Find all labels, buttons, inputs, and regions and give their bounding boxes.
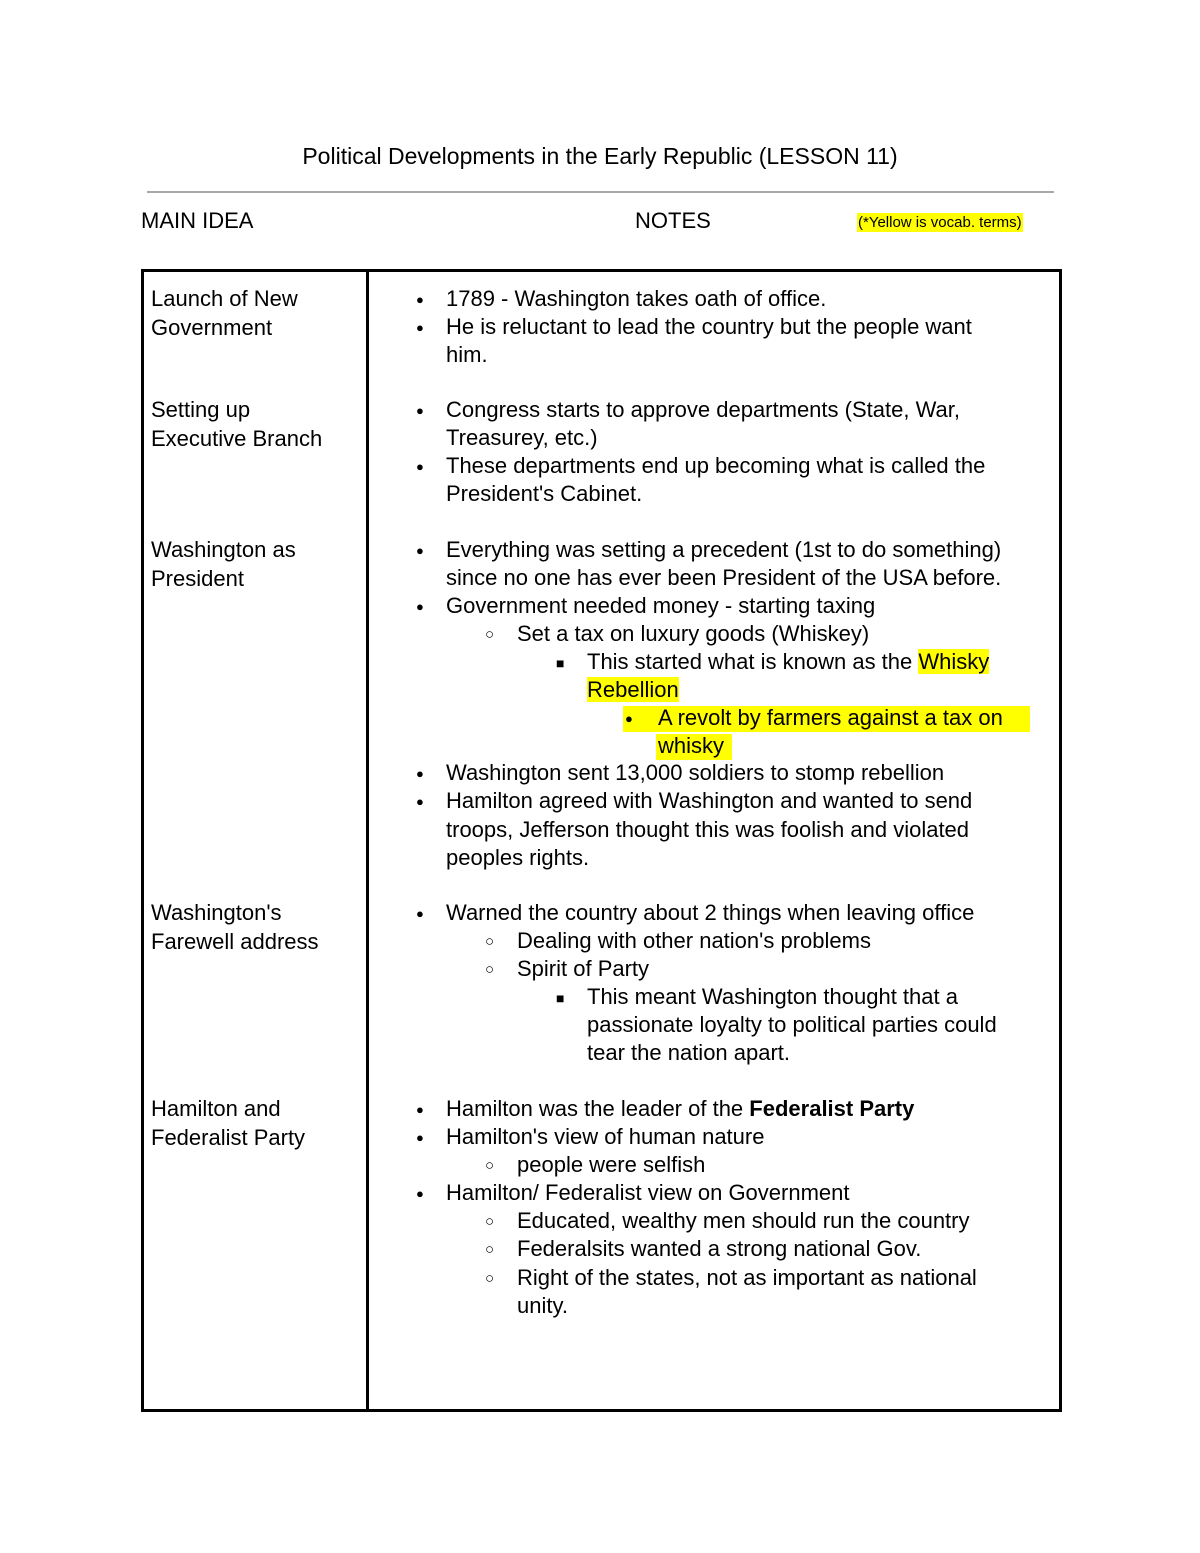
note-line: Everything was setting a precedent (1st to do something) [446,537,1002,562]
bullet-dot-icon: ● [416,794,424,809]
topic-launch-of-new-government [151,285,361,342]
notes-header: NOTES [635,208,711,233]
topic-line: Washington as [151,537,296,562]
note-line: since no one has ever been President of the USA before. [446,565,1002,590]
topic-line: Launch of New [151,286,298,311]
note-line: Hamilton's view of human nature [446,1124,765,1149]
note-line: peoples rights. [446,845,590,870]
bullet-circle-icon: ○ [485,1270,495,1287]
bullet-circle-icon: ○ [485,626,495,643]
bold-term-federalist-party: Federalist Party [749,1096,915,1121]
note-line [587,648,989,676]
note-line [446,1095,914,1123]
note-line: This meant Washington thought that a [587,984,958,1009]
bullet-dot-icon: ● [416,906,424,921]
note-line: Washington sent 13,000 soldiers to stomp rebellion [446,760,945,785]
topic-line: Farewell address [151,928,319,954]
note-line: Dealing with other nation's problems [517,928,871,953]
vocab-definition: whisky [658,733,725,758]
note-text: Hamilton was the leader of the [446,1096,744,1121]
bullet-square-icon: ■ [556,655,565,671]
bullet-dot-icon: ● [416,543,424,558]
note-line: Congress starts to approve departments (State, War, [446,397,960,422]
note-line: Federalsits wanted a strong national Gov. [517,1236,922,1261]
title-divider [147,191,1054,193]
topic-line: Hamilton and [151,1096,281,1121]
bullet-square-icon: ■ [556,990,565,1006]
note-line: troops, Jefferson thought this was foolish and violated [446,817,970,842]
bullet-circle-icon: ○ [485,961,495,978]
topic-line: Government [151,314,273,340]
note-line: Set a tax on luxury goods (Whiskey) [517,621,870,646]
page-title: Political Developments in the Early Republic (LESSON 11) [302,143,898,169]
note-line: him. [446,342,488,367]
topic-washington-as-president [151,536,361,593]
topic-line: Setting up [151,397,251,422]
topic-washingtons-farewell-address [151,899,361,956]
bullet-circle-icon: ○ [485,1241,495,1258]
bullet-dot-icon: ● [416,292,424,307]
note-line: Treasurey, etc.) [446,425,598,450]
note-line: unity. [517,1293,568,1318]
note-line: Educated, wealthy men should run the country [517,1208,970,1233]
note-text: This started what is known as the [587,649,913,674]
note-line: He is reluctant to lead the country but the people want [446,314,972,339]
note-line: tear the nation apart. [587,1040,791,1065]
vocab-term-whisky-rebellion: Whisky [918,649,990,674]
bullet-circle-icon: ○ [485,933,495,950]
note-line: Hamilton/ Federalist view on Government [446,1180,850,1205]
bullet-dot-icon: ● [416,1186,424,1201]
topic-line: Federalist Party [151,1124,306,1150]
bullet-dot-icon: ● [416,403,424,418]
note-line: Spirit of Party [517,956,650,981]
column-divider [366,272,369,1409]
note-line: people were selfish [517,1152,706,1177]
note-line: passionate loyalty to political parties could [587,1012,997,1037]
vocab-definition: A revolt by farmers against a tax on [658,705,1003,730]
bullet-circle-icon: ○ [485,1213,495,1230]
note-line: President's Cabinet. [446,481,643,506]
bullet-dot-icon: ● [625,711,633,726]
note-line: Right of the states, not as important as national [517,1265,977,1290]
bullet-dot-icon: ● [416,320,424,335]
bullet-dot-icon: ● [416,1130,424,1145]
topic-hamilton-and-federalist-party [151,1095,361,1152]
note-line: Hamilton agreed with Washington and wanted to send [446,788,973,813]
note-line: These departments end up becoming what is called the [446,453,986,478]
topic-line: President [151,565,244,591]
vocab-term-whisky-rebellion: Rebellion [587,677,679,702]
note-line: 1789 - Washington takes oath of office. [446,286,827,311]
vocab-legend: (*Yellow is vocab. terms) [858,214,1022,231]
note-line: Warned the country about 2 things when leaving office [446,900,975,925]
bullet-dot-icon: ● [416,599,424,614]
note-line: Government needed money - starting taxing [446,593,876,618]
note-line [587,676,679,704]
topic-line: Washington's [151,900,282,925]
notes-table [141,269,1062,1412]
main-idea-header: MAIN IDEA [141,208,254,233]
bullet-dot-icon: ● [416,766,424,781]
topic-line: Executive Branch [151,425,323,451]
topic-setting-up-executive-branch [151,396,361,453]
bullet-circle-icon: ○ [485,1157,495,1174]
bullet-dot-icon: ● [416,459,424,474]
bullet-dot-icon: ● [416,1102,424,1117]
